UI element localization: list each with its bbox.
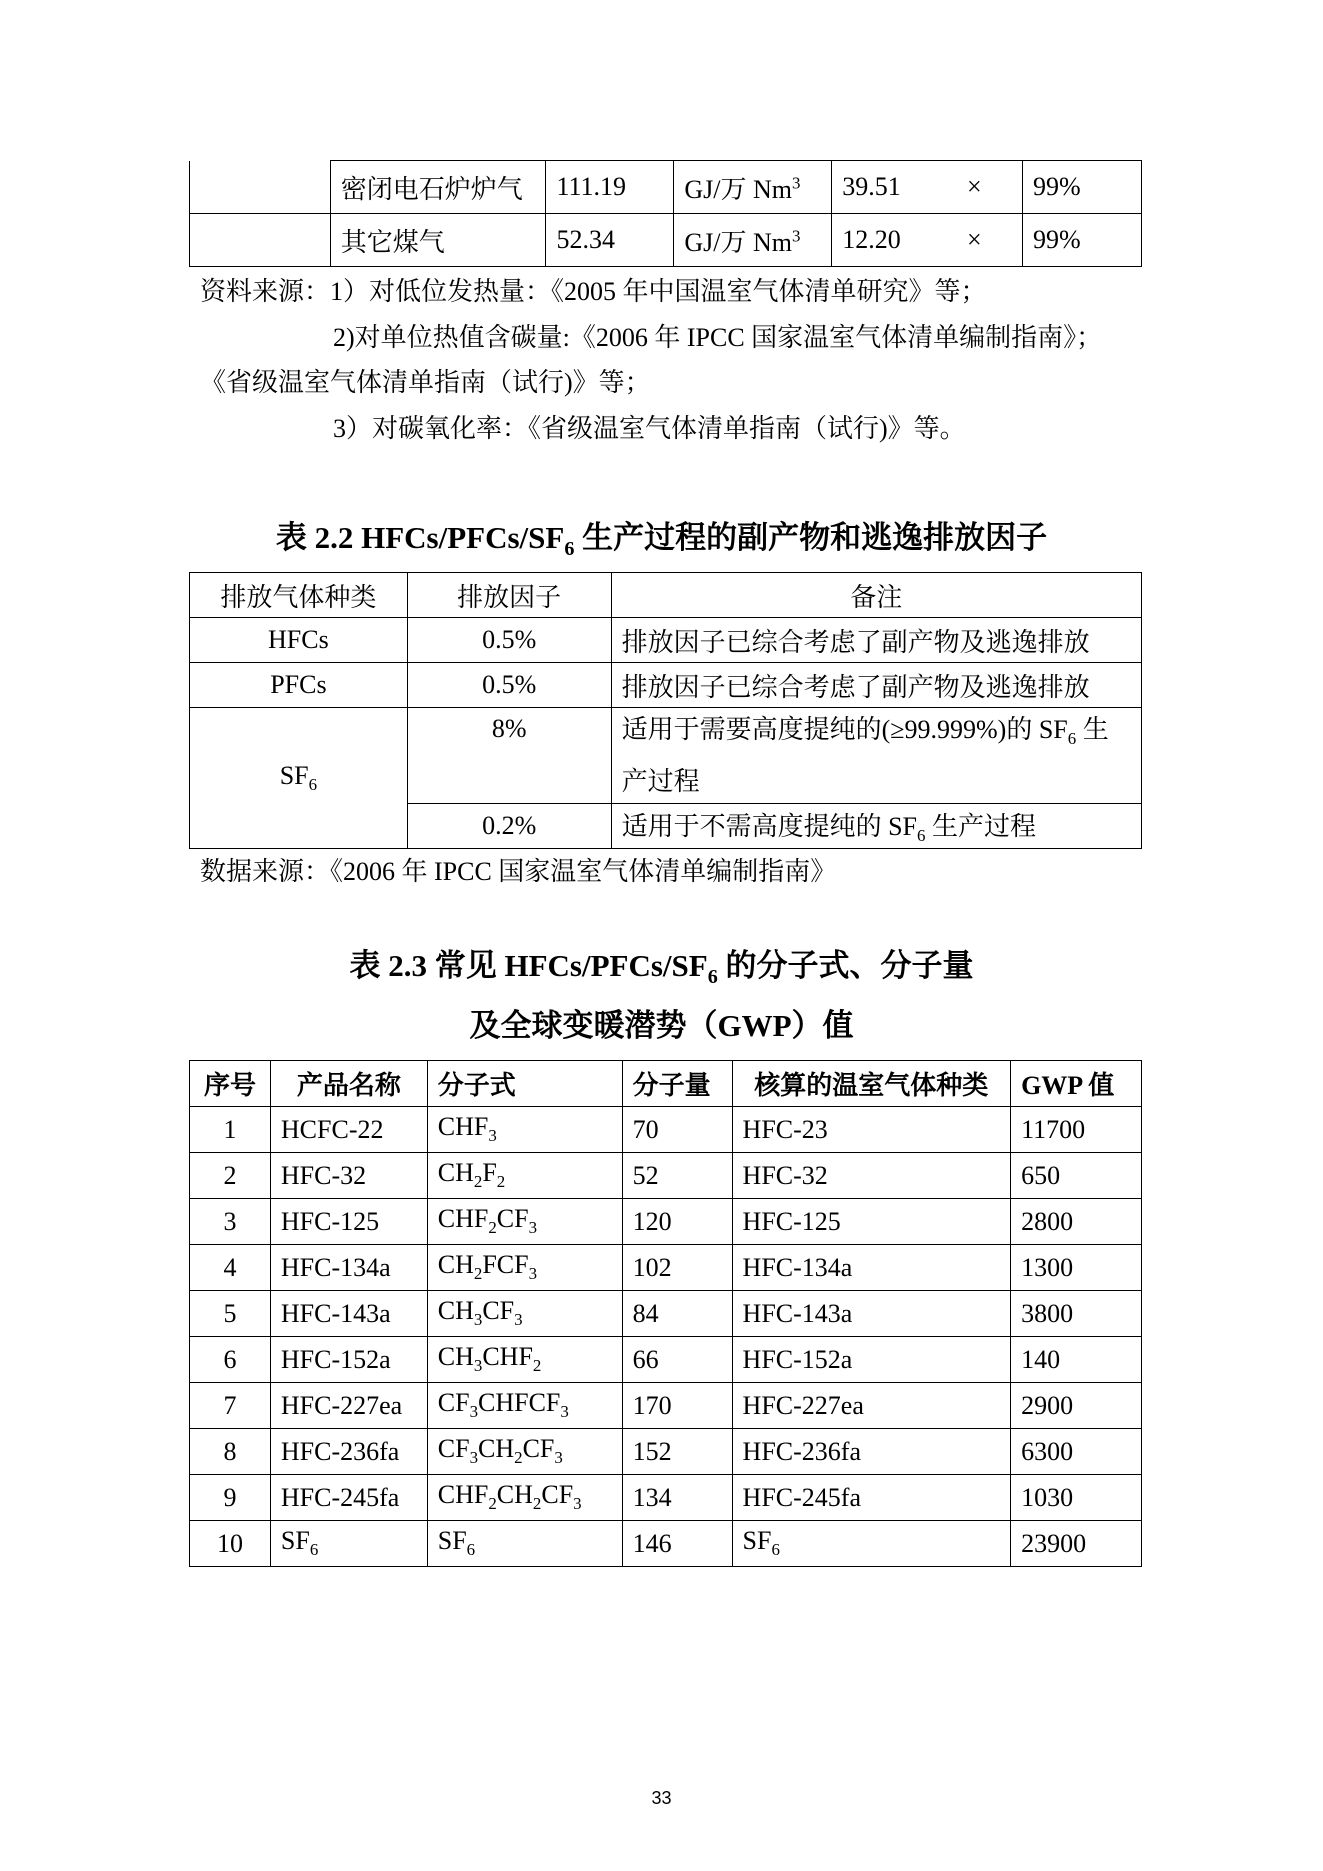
gwp-table — [189, 1060, 1142, 1567]
header-gwp: GWP 值 — [1011, 1061, 1142, 1107]
table-row: $SF_6$ 8% 适用于需要高度提纯的(≥99.999%)的 $SF_6$ 生产过程 — [190, 708, 1142, 804]
header-product-name: 产品名称 — [270, 1061, 427, 1107]
header-gas-type: 排放气体种类 — [190, 573, 408, 618]
table-row: 5 HFC-143a $CH_3CF_3$ 84 HFC-143a 3800 — [190, 1291, 1142, 1337]
table-row: 0.2% 适用于不需高度提纯的 $SF_6$ 生产过程 — [190, 804, 1142, 849]
source-note-line-2: 2)对单位热值含碳量:《2006 年 IPCC 国家温室气体清单编制指南》； — [333, 323, 1103, 352]
source-note-line-3: 《省级温室气体清单指南（试行)》等； — [200, 368, 651, 397]
table-row: 10 $SF_6$ $SF_6$ 146 $SF_6$ 23900 — [190, 1521, 1142, 1567]
table-2-3-title-line-1: 表 2.3 常见 HFCs/$PFCs/SF_6$ 的分子式、分子量 — [349, 948, 974, 989]
source-note-line-1: 资料来源：1）对低位发热量：《2005 年中国温室气体清单研究》等； — [200, 277, 987, 306]
table-row: 1 HCFC-22 $CHF_3$ 70 HFC-23 11700 — [190, 1107, 1142, 1153]
header-no: 序号 — [190, 1061, 271, 1107]
emission-factor-table — [189, 572, 1142, 849]
header-molecular-weight: 分子量 — [622, 1061, 732, 1107]
table-row: 8 HFC-236fa $CF_3CH_2CF_3$ 152 HFC-236fa 6300 — [190, 1429, 1142, 1475]
header-remark: 备注 — [611, 573, 1141, 618]
table-row: 其它煤气 52.34 GJ/万 Nm$^3$ 12.20 × 99% — [190, 214, 1142, 267]
table-row: 6 HFC-152a $CH_3CHF_2$ 66 HFC-152a 140 — [190, 1337, 1142, 1383]
table-row: PFCs 0.5% 排放因子已综合考虑了副产物及逃逸排放 — [190, 663, 1142, 708]
table-row: HFCs 0.5% 排放因子已综合考虑了副产物及逃逸排放 — [190, 618, 1142, 663]
fuel-table-continued — [189, 160, 1142, 267]
table-2-2-source: 数据来源：《2006 年 IPCC 国家温室气体清单编制指南》 — [200, 857, 837, 886]
source-note-line-4: 3）对碳氧化率：《省级温室气体清单指南（试行)》等。 — [333, 414, 966, 443]
table-row: 3 HFC-125 $CHF_2CF_3$ 120 HFC-125 2800 — [190, 1199, 1142, 1245]
table-row: 9 HFC-245fa $CHF_2CH_2CF_3$ 134 HFC-245fa 1030 — [190, 1475, 1142, 1521]
table-2-2-title: 表 2.2 HFCs/$PFCs/SF_6$ 生产过程的副产物和逃逸排放因子 — [275, 520, 1048, 561]
header-gas-category: 核算的温室气体种类 — [732, 1061, 1011, 1107]
table-row: 7 HFC-227ea $CF_3CHFCF_3$ 170 HFC-227ea 2900 — [190, 1383, 1142, 1429]
header-formula: 分子式 — [427, 1061, 622, 1107]
header-emission-factor: 排放因子 — [407, 573, 611, 618]
table-row: 2 HFC-32 $CH_2F_2$ 52 HFC-32 650 — [190, 1153, 1142, 1199]
page-number: 33 — [651, 1788, 672, 1808]
table-row: 密闭电石炉炉气 111.19 GJ/万 Nm$^3$ 39.51 × 99% — [190, 161, 1142, 214]
table-row: 4 HFC-134a $CH_2FCF_3$ 102 HFC-134a 1300 — [190, 1245, 1142, 1291]
table-2-3-title-line-2: 及全球变暖潜势（GWP）值 — [469, 1008, 854, 1043]
sf6-gas-cell: $SF_6$ — [190, 708, 408, 849]
